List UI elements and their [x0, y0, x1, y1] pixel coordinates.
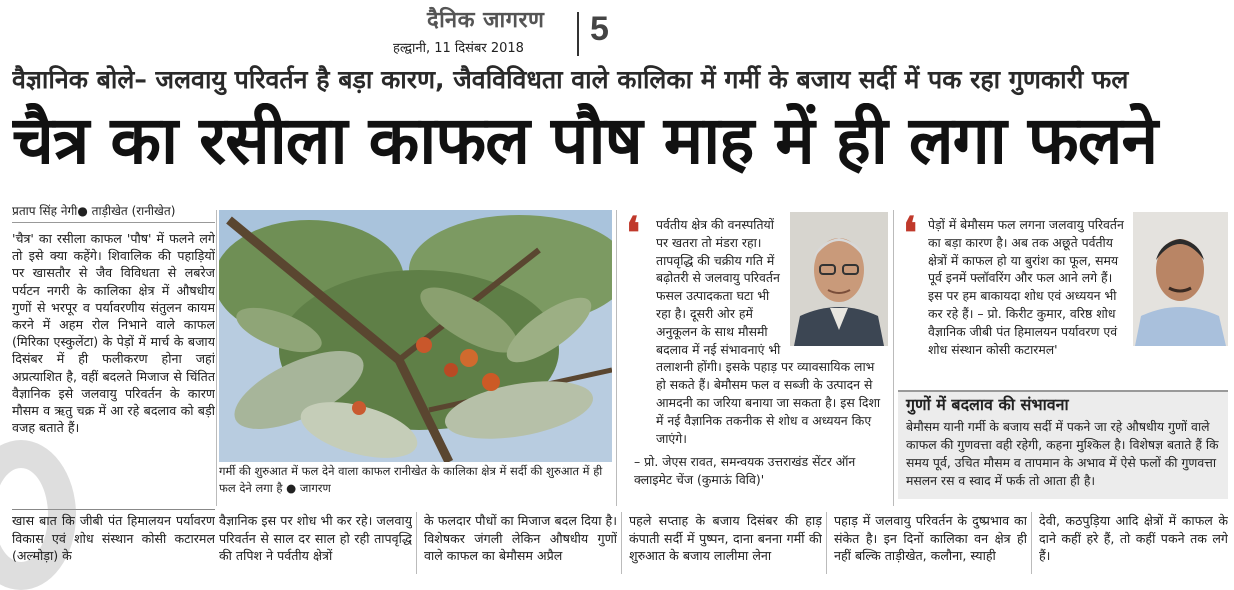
masthead-divider [577, 12, 579, 56]
newspaper-name: दैनिक जागरण [427, 7, 545, 33]
portrait-js-rawat [790, 212, 888, 346]
body-column-6: देवी, कठपुड़िया आदि क्षेत्रों में काफल के दाने कहीं हरे हैं, तो कहीं पकने तक लगे हैं। [1039, 513, 1228, 563]
quote-mark-icon: ❛ [903, 208, 918, 259]
body-column-3: के फलदार पौधों का मिजाज बदल दिया है। विशेषकर जंगली लेकिन औषधीय गुणों वाले काफल का बेमौसम अप्रैल [424, 513, 617, 563]
column-divider [416, 512, 417, 574]
page-number: 5 [590, 10, 609, 48]
kafal-fruit-photo [219, 210, 612, 462]
column-divider [616, 210, 617, 506]
column-divider [216, 210, 217, 506]
kafal-fruit-illustration [219, 210, 612, 462]
column-divider [826, 512, 827, 574]
headline: चैत्र का रसीला काफल पौष माह में ही लगा फलने [12, 103, 1158, 179]
kicker: वैज्ञानिक बोले– जलवायु परिवर्तन है बड़ा कारण, जैवविविधता वाले कालिका में गर्मी के बजाय सर्दी में पक रहा गुणकारी फल [12, 65, 1129, 94]
portrait-kirit-kumar [1133, 212, 1228, 346]
quote-2-text: पेड़ों में बेमौसम फल लगना जलवायु परिवर्तन का बड़ा कारण है। अब तक अछूते पर्वतीय क्षेत्रों में काफल हो या बुरांश का फूल, समय पूर्व इनमें फ्लॉवरिंग और फल आने लगे हैं। इस पर हम बाकायदा शोध एवं अध्ययन भी कर रहे हैं। – प्रो. किरीट कुमार, वरिष्ठ शोध वैज्ञानिक जीबी पंत हिमालयन पर्यावरण एवं शोध संस्थान कोसी कटारमल' [928, 217, 1124, 357]
photo-caption: गर्मी की शुरुआत में फल देने वाला काफल रानीखेत के कालिका क्षेत्र में सर्दी की शुरुआत में ही फल देने लगा है ● जागरण [219, 464, 603, 495]
column-divider [621, 512, 622, 574]
column-divider [893, 210, 894, 506]
quote-1-attribution: – प्रो. जेएस रावत, समन्वयक उत्तराखंड सेंटर ऑन क्लाइमेट चेंज (कुमाऊं विवि)' [634, 454, 856, 488]
body-column-4: पहले सप्ताह के बजाय दिसंबर की हाड़ कंपाती सर्दी में पुष्पन, दाना बनना गर्मी की शुरुआत के बजाय लालीमा लेना [629, 513, 822, 563]
sidebar-heading: गुणों में बदलाव की संभावना [906, 395, 1069, 414]
sidebar-text: बेमौसम यानी गर्मी के बजाय सर्दी में पकने जा रहे औषधीय गुणों वाले काफल की गुणवत्ता वही रहेगी, कहना मुश्किल है। विशेषज्ञ बताते हैं कि समय पूर्व, उचित मौसम व तापमान के अभाव में ऐसे फलों की गुणवत्ता मसलन रस व स्वाद में फर्क तो आता ही है। [906, 419, 1219, 488]
body-column-2: वैज्ञानिक इस पर शोध भी कर रहे। जलवायु परिवर्तन से साल दर साल हो रही तापवृद्धि की तपिश ने पर्वतीय क्षेत्रों [219, 513, 412, 563]
byline: प्रताप सिंह नेगी● ताड़ीखेत (रानीखेत) [12, 202, 215, 223]
quote-mark-icon: ❛ [626, 208, 641, 259]
body-column-1: खास बात कि जीबी पंत हिमालयन पर्यावरण विकास एवं शोध संस्थान कोसी कटारमल (अल्मोड़ा) के [12, 513, 215, 563]
dateline: हल्द्वानी, 11 दिसंबर 2018 [393, 41, 524, 56]
body-column-5: पहाड़ में जलवायु परिवर्तन के दुष्प्रभाव का संकेत है। इन दिनों कालिका वन क्षेत्र ही नहीं बल्कि ताड़ीखेत, कलौना, स्याही [834, 513, 1027, 563]
quote-1-text: पर्वतीय क्षेत्र की वनस्पतियों पर खतरा तो मंडरा रहा। तापवृद्धि की चक्रीय गति में बढ़ोतरी से जलवायु परिवर्तन फसल उत्पादकता घटा भी रहा है। दूसरी ओर हमें अनुकूलन के साथ मौसमी बदलाव में नई संभावनाएं भी तलाशनी होंगी। इसके पहाड़ पर व्यावसायिक लाभ हो सकते हैं। बेमौसम फल व सब्जी के उत्पादन से आमदनी का जरिया बनाया जा सकता है। इस दिशा में नई वैज्ञानिक तकनीक से शोध व अध्ययन किए जाएंगे। [656, 217, 881, 446]
column-divider [1031, 512, 1032, 574]
lead-paragraph: 'चैत्र' का रसीला काफल 'पौष' में फलने लगे तो इसे क्या कहेंगे। शिवालिक की पहाड़ियों पर खासतौर से जैव विविधता से लबरेज पर्यटन नगरी के कालिका क्षेत्र में औषधीय गुणों से भरपूर व पर्यावरणीय संतुलन कायम करने में अहम रोल निभाने वाले काफल (मिरिका एस्कुलेंटा) के पेड़ों में मार्च के बजाय दिसंबर में ही फलीकरण होना जहां अप्रत्याशित है, वहीं बदलते मिजाज से चिंतित वैज्ञानिक इसे जलवायु परिवर्तन के कारण मौसम व ऋतु चक्र में आ रहे बदलाव को बड़ी वजह बताते हैं। [12, 231, 215, 436]
